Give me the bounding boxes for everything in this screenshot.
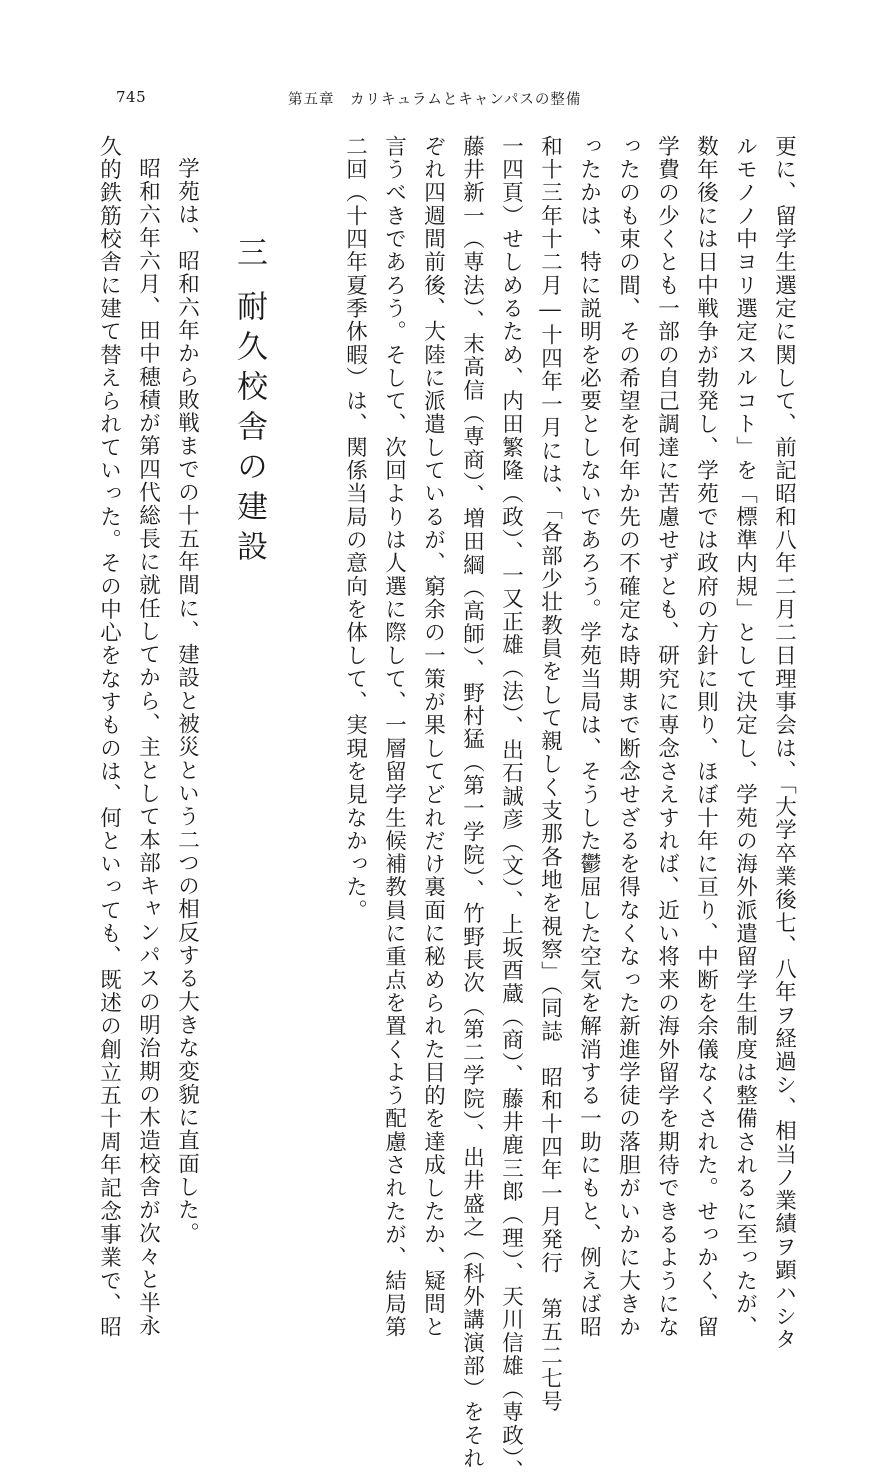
text-column: ルモノノ中ヨリ選定スルコト」を「標準内規」として決定し、学苑の海外派遣留学生制度は整備されるに至ったが、	[732, 135, 758, 1339]
text-column: ったのも束の間、その希望を何年か先の不確定な時期まで断念せざるを得なくなった新進学徒の落胆がいかに大きか	[615, 135, 641, 1339]
page-number: 745	[116, 88, 147, 106]
text-column: 数年後には日中戦争が勃発し、学苑では政府の方針に則り、ほぼ十年に亘り、中断を余儀なくされた。せっかく、留	[693, 135, 719, 1339]
text-column: ぞれ四週間前後、大陸に派遣しているが、窮余の一策が果してどれだけ裏面に秘められた目的を達成したか、疑問と	[420, 135, 446, 1339]
text-column: ったかは、特に説明を必要としないであろう。学苑当局は、そうした鬱屈した空気を解消する一助にもと、例えば昭	[576, 135, 602, 1339]
section-title: 耐久校舎の建設	[231, 290, 267, 570]
text-column: 更に、留学生選定に関して、前記昭和八年二月二日理事会は、「大学卒業後七、八年ヲ経過シ、相当ノ業績ヲ顕ハシタ	[771, 135, 797, 1352]
text-column: 藤井新一（専法）、末高信（専商）、増田綱（高師）、野村猛（第一学院）、竹野長次（第二学院）、出井盛之（科外講演部）をそれ	[459, 135, 485, 1471]
text-column: 一四頁）せしめるため、内田繁隆（政）、一又正雄（法）、出石誠彦（文）、上坂酉蔵（商）、藤井鹿三郎（理）、天川信雄（専政）、	[498, 135, 524, 1483]
section-heading	[231, 236, 267, 570]
text-column: 二回（十四年夏季休暇）は、関係当局の意向を体して、実現を見なかった。	[342, 135, 368, 923]
section-number: 三	[231, 236, 267, 276]
text-column: 久的鉄筋校舎に建て替えられていった。その中心をなすものは、何といっても、既述の創立五十周年記念事業で、昭	[96, 135, 122, 1339]
text-column: 言うべきであろう。そして、次回よりは人選に際して、一層留学生候補教員に重点を置くよう配慮されたが、結局第	[381, 135, 407, 1339]
text-column: 学苑は、昭和六年から敗戦までの十五年間に、建設と被災という二つの相反する大きな変貌に直面した。	[174, 157, 200, 1246]
text-column: 学費の少くとも一部の自己調達に苦慮せずとも、研究に専念さえすれば、近い将来の海外留学を期待できるようにな	[654, 135, 680, 1339]
running-head: 第五章 カリキュラムとキャンパスの整備	[288, 92, 582, 108]
text-column: 昭和六年六月、田中穂積が第四代総長に就任してから、主として本部キャンパスの明治期の木造校舎が次々と半永	[135, 157, 161, 1338]
text-column: 和十三年十二月―十四年一月には、「各部少壮教員をして親しく支那各地を視察」（同誌 昭和十四年一月発行 第五二七号	[537, 135, 563, 1414]
